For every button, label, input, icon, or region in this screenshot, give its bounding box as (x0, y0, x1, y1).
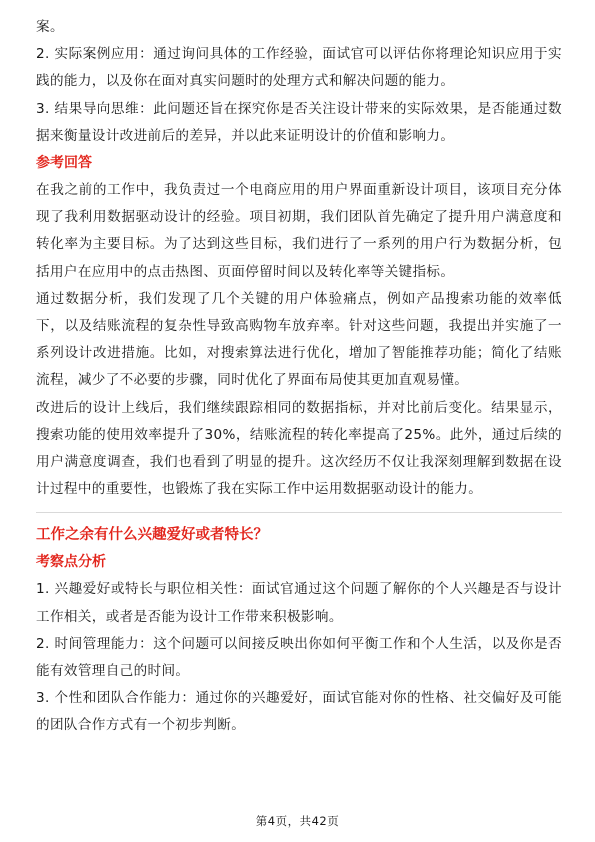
section-divider (36, 512, 562, 513)
question-title: 工作之余有什么兴趣爱好或者特长？ (36, 527, 268, 544)
answer-paragraph-1: 在我之前的工作中，我负责过一个电商应用的用户界面重新设计项目，该项目充分体现了我利用数据驱动设计的经验。项目初期，我们团队首先确定了提升用户满意度和转化率为主要目标。为了达到这些目标，我们进行了一系列的用户行为数据分析，包括用户在应用中的点击热图、页面停留时间以及转化率等关键指标。 (36, 182, 562, 280)
continued-text: 案。 (36, 19, 64, 35)
answer-paragraph-2: 通过数据分析，我们发现了几个关键的用户体验痛点，例如产品搜索功能的效率低下，以及结账流程的复杂性导致高购物车放弃率。针对这些问题，我提出并实施了一系列设计改进措施。比如，对搜索算法进行优化，增加了智能推荐功能；简化了结账流程，减少了不必要的步骤，同时优化了界面布局使其更加直观易懂。 (36, 290, 562, 389)
page-number: 第4页，共42页 (255, 814, 340, 828)
analysis-point-2: 2. 实际案例应用：通过询问具体的工作经验，面试官可以评估你将理论知识应用于实践的能力，以及你在面对真实问题时的处理方式和解决问题的能力。 (36, 46, 562, 90)
analysis-point-3: 3. 结果导向思维：此问题还旨在探究你是否关注设计带来的实际效果，是否能通过数据来衡量设计改进前后的差异，并以此来证明设计的价值和影响力。 (36, 100, 562, 144)
answer-paragraph-3: 改进后的设计上线后，我们继续跟踪相同的数据指标，并对比前后变化。结果显示，搜索功能的使用效率提升了30%，结账流程的转化率提高了25%。此外，通过后续的用户满意度调查，我们也看到了明显的提升。这次经历不仅让我深刻理解到数据在设计过程中的重要性，也锻炼了我在实际工作中运用数据驱动设计的能力。 (36, 399, 562, 498)
answer-heading: 参考回答 (36, 155, 92, 172)
interest-point-2: 2. 时间管理能力：这个问题可以间接反映出你如何平衡工作和个人生活，以及你是否能有效管理自己的时间。 (36, 635, 562, 680)
interest-point-3: 3. 个性和团队合作能力：通过你的兴趣爱好，面试官能对你的性格、社交偏好及可能的团队合作方式有一个初步判断。 (36, 690, 562, 734)
document-page (36, 14, 562, 740)
interest-point-1: 1. 兴趣爱好或特长与职位相关性：面试官通过这个问题了解你的个人兴趣是否与设计工作相关，或者是否能为设计工作带来积极影响。 (36, 581, 562, 625)
analysis-heading: 考察点分析 (36, 554, 106, 571)
